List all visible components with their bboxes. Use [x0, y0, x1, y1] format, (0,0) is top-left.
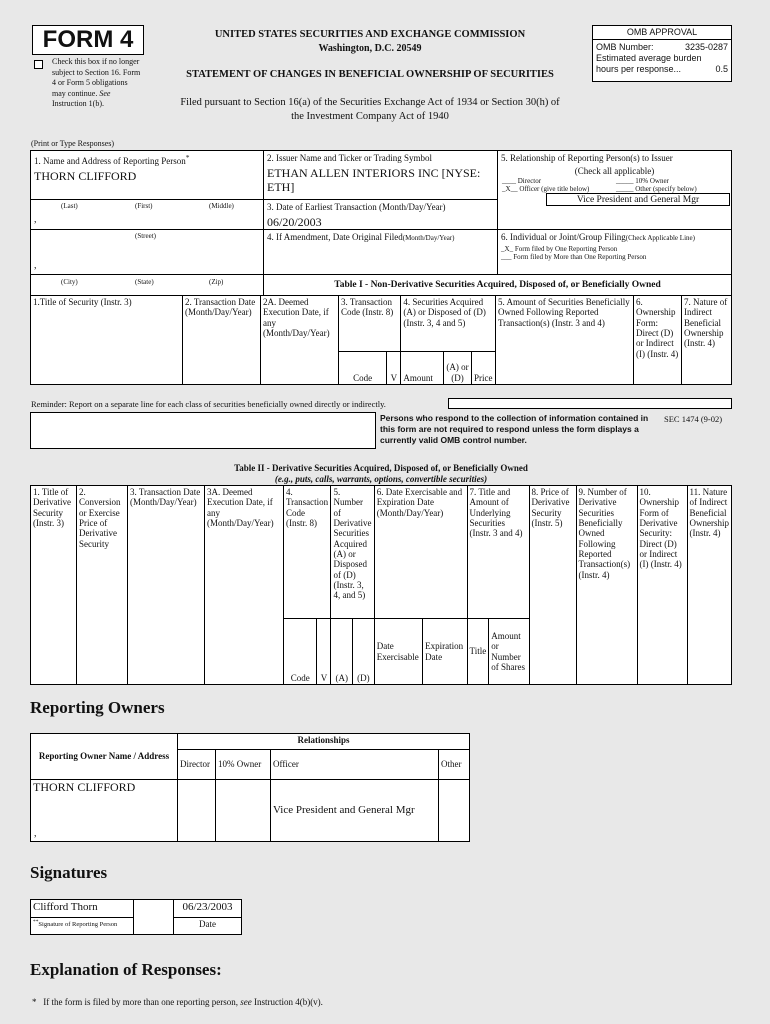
t1-amount: Amount: [401, 352, 444, 385]
box5-relationship: 5. Relationship of Reporting Person(s) to Issuer (Check all applicable) ____ Director _____ 10% Owner _X__ Officer (give title below) _____ Other (specify below) Vice President and General Mgr: [497, 150, 732, 230]
print-label: (Print or Type Responses): [31, 139, 115, 148]
signatures-heading: Signatures: [30, 863, 108, 882]
ro-ten-owner-cell: [216, 780, 271, 842]
box1-street: (Street) ,: [30, 229, 264, 275]
form-title-box: [32, 25, 144, 55]
table1: [30, 295, 732, 385]
ro-owner-cell: THORN CLIFFORD ,: [31, 780, 178, 842]
reporting-owners-table: [30, 733, 470, 842]
box3-date: 3. Date of Earliest Transaction (Month/Day/Year) 06/20/2003: [263, 199, 498, 230]
t2-a: (A): [331, 619, 353, 685]
t2-col1: 1. Title of Derivative Security (Instr. 3): [31, 486, 77, 685]
box2-issuer: 2. Issuer Name and Ticker or Trading Symbol ETHAN ALLEN INTERIORS INC [NYSE: ETH]: [263, 150, 498, 200]
table1-title: Table I - Non-Derivative Securities Acquired, Disposed of, or Beneficially Owned: [334, 280, 661, 290]
t2-col10: 10. Ownership Form of Derivative Security: Direct (D) or Indirect (I) (Instr. 4): [637, 486, 687, 685]
no-longer-subject-checkbox[interactable]: [34, 60, 43, 69]
signature-spacer: [134, 900, 174, 935]
omb-approval-box: [592, 25, 732, 82]
statement-title: STATEMENT OF CHANGES IN BENEFICIAL OWNERSHIP OF SECURITIES: [186, 69, 554, 80]
ro-officer-header: Officer: [271, 750, 439, 780]
t2-date-exercisable: Date Exercisable: [374, 619, 422, 685]
t2-expiration: Expiration Date: [423, 619, 467, 685]
t2-amount-shares: Amount or Number of Shares: [489, 619, 529, 685]
checkbox-text: Check this box if no longer subject to Section 16. Form 4 or Form 5 obligations may continue. See Instruction 1(b).: [52, 57, 141, 108]
agency-city: Washington, D.C. 20549: [318, 43, 422, 54]
ro-name-header: Reporting Owner Name / Address: [31, 734, 178, 780]
omb-title: OMB APPROVAL: [593, 26, 731, 40]
t1-col4: 4. Securities Acquired (A) or Disposed of (D) (Instr. 3, 4 and 5): [401, 296, 496, 352]
agency-name: UNITED STATES SECURITIES AND EXCHANGE COMMISSION: [214, 29, 526, 40]
t2-col2: 2. Conversion or Exercise Price of Derivative Security: [77, 486, 128, 685]
omb-number-row: OMB Number: 3235-0287: [596, 42, 728, 52]
ro-owner-name: THORN CLIFFORD: [33, 780, 136, 794]
table1-title-cell: [263, 274, 732, 296]
box4-amendment: 4. If Amendment, Date Original Filed(Month/Day/Year): [263, 229, 498, 275]
reporting-owners-heading: Reporting Owners: [30, 698, 165, 717]
t2-col9: 9. Number of Derivative Securities Beneficially Owned Following Reported Transaction(s) (Instr. 4): [576, 486, 637, 685]
t2-col4: 4. Transaction Code (Instr. 8): [284, 486, 331, 619]
t2-title: Title: [467, 619, 489, 685]
t1-col3: 3. Transaction Code (Instr. 8): [339, 296, 401, 352]
t2-col6: 6. Date Exercisable and Expiration Date (Month/Day/Year): [374, 486, 467, 619]
t2-d: (D): [353, 619, 375, 685]
filed-pursuant: Filed pursuant to Section 16(a) of the Securities Exchange Act of 1934 or Section 30(h) of the Investment Company Act of 1940: [180, 97, 560, 122]
box1-name: 1. Name and Address of Reporting Person* THORN CLIFFORD: [30, 150, 264, 200]
table2: [30, 485, 732, 685]
ro-other-header: Other: [439, 750, 470, 780]
t1-col6: 6. Ownership Form: Direct (D) or Indirect (I) (Instr. 4): [634, 296, 682, 385]
signature-date: 06/23/2003: [174, 900, 242, 918]
omb-hours-row: hours per response... 0.5: [596, 63, 728, 74]
ro-ten-owner-header: 10% Owner: [216, 750, 271, 780]
earliest-transaction-date: 06/20/2003: [267, 214, 322, 229]
t1-v: V: [387, 352, 401, 385]
signature-table: Clifford Thorn 06/23/2003 **Signature of Reporting Person Date: [30, 899, 242, 935]
persons-notice: Persons who respond to the collection of information contained in this form are not required to respond unless the form displays a currently valid OMB control number.: [380, 413, 649, 445]
t1-col2a: 2A. Deemed Execution Date, if any (Month/Day/Year): [261, 296, 339, 385]
signature-name: Clifford Thorn: [31, 900, 134, 918]
sec-code: SEC 1474 (9-02): [664, 414, 723, 424]
ro-officer-cell: Vice President and General Mgr: [271, 780, 439, 842]
box6-filing: 6. Individual or Joint/Group Filing(Check Applicable Line) _X_ Form filed by One Reporting Person ___ Form filed by More than One Reporting Person: [497, 229, 732, 275]
reminder-box: [448, 398, 732, 409]
notice-box: [30, 412, 376, 449]
t1-col2: 2. Transaction Date (Month/Day/Year): [183, 296, 261, 385]
t2-code: Code: [284, 619, 317, 685]
ro-director-header: Director: [178, 750, 216, 780]
form-title: FORM 4: [42, 26, 134, 53]
t2-col3a: 3A. Deemed Execution Date, if any (Month/Day/Year): [205, 486, 284, 685]
t2-col3: 3. Transaction Date (Month/Day/Year): [128, 486, 205, 685]
t2-col7: 7. Title and Amount of Underlying Securities (Instr. 3 and 4): [467, 486, 529, 619]
box1-name-parts: (Last) (First) (Middle) ,: [30, 199, 264, 230]
t1-code: Code: [339, 352, 387, 385]
signature-date-label: Date: [174, 918, 242, 935]
ro-other-cell: [439, 780, 470, 842]
t2-col5: 5. Number of Derivative Securities Acquired (A) or Disposed of (D) (Instr. 3, 4, and 5): [331, 486, 374, 619]
t1-aord: (A) or (D): [444, 352, 472, 385]
issuer-name: ETHAN ALLEN INTERIORS INC [NYSE: ETH]: [267, 165, 481, 194]
ro-director-cell: [178, 780, 216, 842]
explanation-heading: Explanation of Responses:: [30, 960, 222, 979]
t2-v: V: [317, 619, 331, 685]
reminder: Reminder: Report on a separate line for each class of securities beneficially owned directly or indirectly.: [31, 399, 386, 409]
t2-col8: 8. Price of Derivative Security (Instr. 5): [529, 486, 576, 685]
reporting-person-name: THORN CLIFFORD: [34, 168, 137, 183]
officer-title: Vice President and General Mgr: [546, 193, 730, 206]
t1-col5: 5. Amount of Securities Beneficially Owned Following Reported Transaction(s) (Instr. 3 and 4): [496, 296, 634, 385]
explanation-text: * If the form is filed by more than one reporting person, see Instruction 4(b)(v).: [32, 997, 323, 1007]
box1-city: (City) (State) (Zip): [30, 274, 264, 296]
omb-burden: Estimated average burden: [596, 52, 702, 63]
table2-subtitle: (e.g., puts, calls, warrants, options, convertible securities): [274, 474, 488, 484]
table2-title: Table II - Derivative Securities Acquired, Disposed of, or Beneficially Owned: [234, 463, 528, 473]
t1-col7: 7. Nature of Indirect Beneficial Ownership (Instr. 4): [682, 296, 732, 385]
t2-col11: 11. Nature of Indirect Beneficial Ownership (Instr. 4): [687, 486, 731, 685]
ro-relationships-header: Relationships: [178, 734, 470, 750]
t1-col1: 1.Title of Security (Instr. 3): [31, 296, 183, 385]
t1-price: Price: [472, 352, 496, 385]
